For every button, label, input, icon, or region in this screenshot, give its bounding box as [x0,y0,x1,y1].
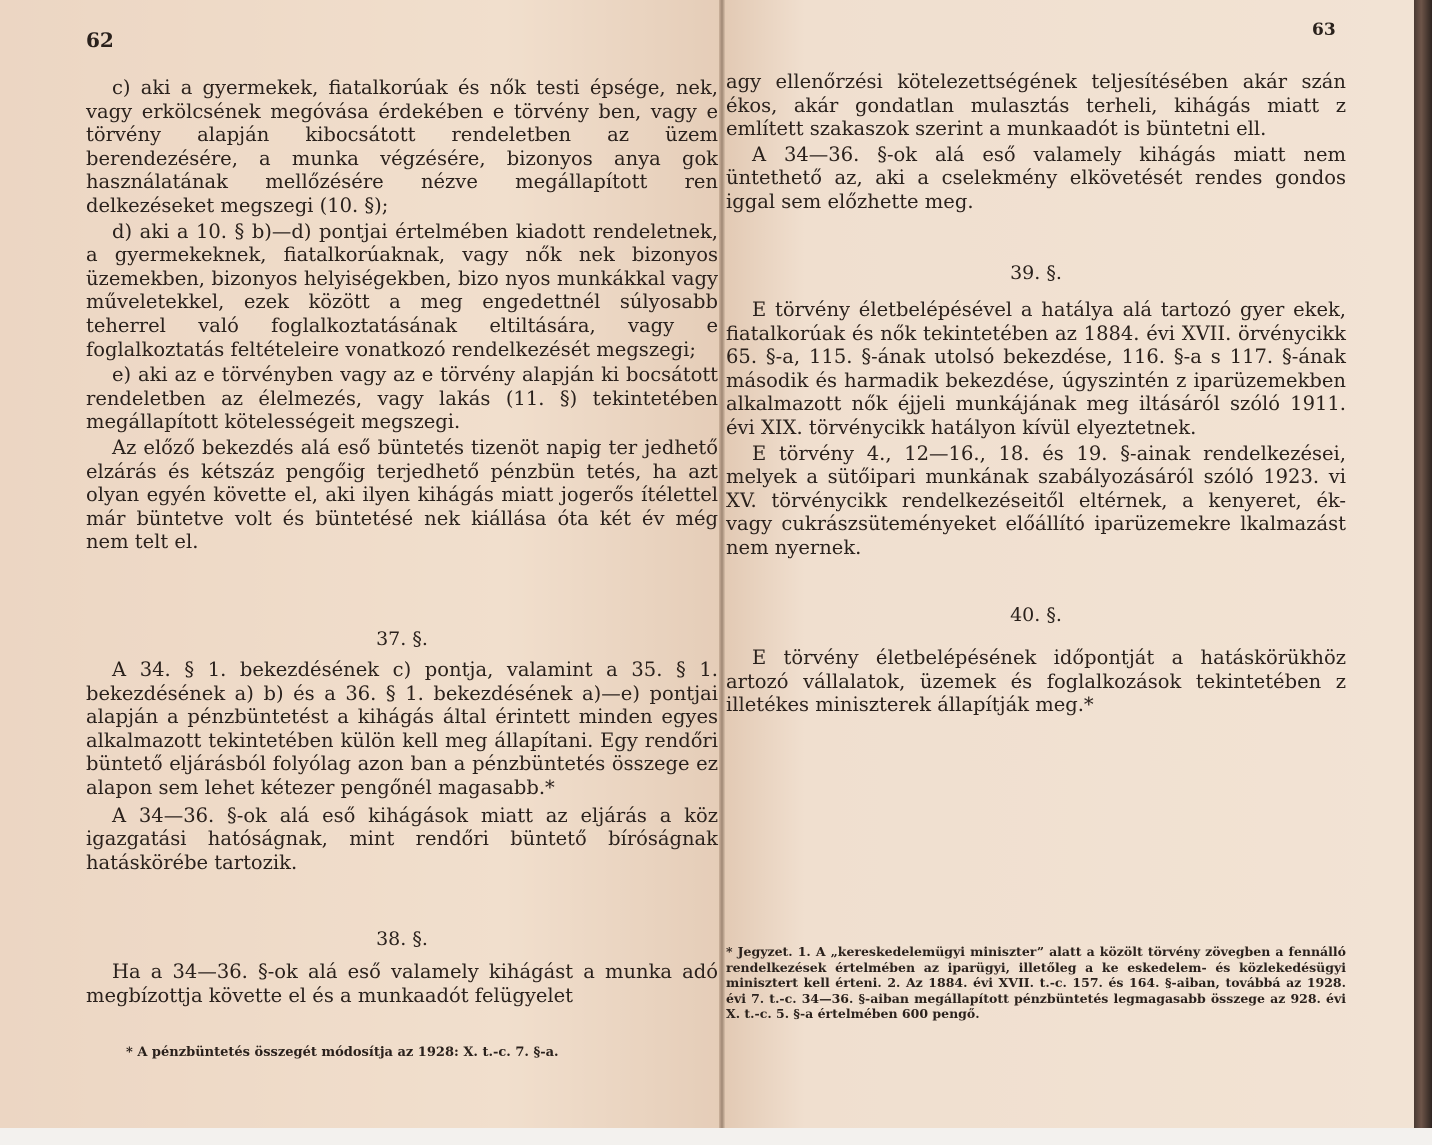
text-column [726,298,1346,560]
paragraph-text: c) aki a gyermekek, fiatalkorúak és nők testi épsége, nek, vagy erkölcsének megóvása érdekében e törvény ben, vagy e törvény alapján kibocsátott rendeletben az üzem berendezésére, a munka végzésére, bizonyos anya gok használatának mellőzésére nézve megállapított ren delkezéseket megszegi (10. §); [86,76,718,217]
book-gutter [719,0,725,1145]
paragraph [726,646,1346,717]
paragraph-text: agy ellenőrzési kötelezettségének teljesítésében akár szán ékos, akár gondatlan mulasztás terheli, kihágás miatt z említett szakaszok szerint a munkaadót is büntetni ell. [726,70,1346,141]
paragraph-text: e) aki az e törvényben vagy az e törvény alapján ki bocsátott rendeletben az élelmezés, vagy lakás (11. §) tekintetében megállapított kötelességeit megszegi. [86,363,718,434]
paragraph [86,804,718,875]
paragraph-text: Az előző bekezdés alá eső büntetés tizenöt napig ter jedhető elzárás és kétszáz pengőig terjedhető pénzbün tetés, ha azt olyan egyén követte el, aki ilyen kihágás miatt jogerős ítélettel már büntetve volt és büntetésé nek kiállása óta két év még nem telt el. [86,435,718,554]
paragraph [726,70,1346,141]
paragraph [86,76,718,218]
page-number: 62 [86,28,114,52]
right-page [722,0,1414,1145]
paragraph [86,436,718,554]
paragraph-text: Ha a 34—36. §-ok alá eső valamely kihágást a munka adó megbízottja követte el és a munkaadót felügyelet [86,960,718,1007]
paragraph-text: A 34—36. §-ok alá eső kihágások miatt az eljárás a köz igazgatási hatóságnak, mint rendőri büntető bíróságnak hatáskörébe tartozik. [86,803,718,874]
section-heading: 37. §. [376,628,428,650]
paragraph [86,960,718,1007]
paragraph-text: A 34. § 1. bekezdésének c) pontja, valamint a 35. § 1. bekezdésének a) b) és a 36. § 1. bekezdésének a)—e) pontjai alapján a pénzbüntetést a kihágás által érintett minden egyes alkalmazott tekintetében külön kell meg állapítani. Egy rendőri büntető eljárásból folyólag azon ban a pénzbüntetés összege ez alapon sem lehet kétezer pengőnél magasabb.* [86,658,718,799]
section-heading: 38. §. [376,928,428,950]
footnote: * A pénzbüntetés összegét módosítja az 1928: X. t.-c. 7. §-a. [126,1045,559,1060]
text-column [86,658,718,874]
paragraph [726,298,1346,440]
footnote: * Jegyzet. 1. A „kereskedelemügyi miniszter” alatt a közölt törvény zövegben a fennálló rendelkezések értelmében az iparügyi, illetőleg a ke eskedelem- és közlekedésügyi minisztert kell érteni. 2. Az 1884. évi XVII. t.-c. 157. és 164. §-aiban, továbbá az 1928. évi 7. t.-c. 34—36. §-aiban megállapított pénzbüntetés legmagasabb összege az 928. évi X. t.-c. 5. §-a értelmében 600 pengő. [726,944,1346,1022]
section-heading: 40. §. [1010,604,1062,626]
text-column [726,646,1346,717]
book-edge [1414,0,1432,1145]
text-column [726,70,1346,214]
paragraph-text: E törvény életbelépésének időpontját a hatáskörükhöz artozó vállalatok, üzemek és foglalkozások tekintetében z illetékes miniszterek állapítják meg.* [726,646,1346,717]
text-column [86,960,718,1007]
section-heading: 39. §. [1010,262,1062,284]
text-column [86,76,718,554]
scan-margin [0,1128,1432,1145]
paragraph [86,363,718,434]
paragraph-text: E törvény életbelépésével a hatálya alá tartozó gyer ekek, fiatalkorúak és nők tekintetében az 1884. évi XVII. örvénycikk 65. §-a, 115. §-ának utolsó bekezdése, 116. §-a s 117. §-ának második és harmadik bekezdése, úgyszintén z iparüzemekben alkalmazott nők éjjeli munkájának meg iltásáról szóló 1911. évi XIX. törvénycikk hatályon kívül elyeztetnek. [726,298,1346,439]
paragraph [86,658,718,800]
paragraph-text: E törvény 4., 12—16., 18. és 19. §-ainak rendelkezései, melyek a sütőipari munkának szabályozásáról szóló 1923. vi XV. törvénycikk rendelkezéseitől eltérnek, a kenyeret, ék- vagy cukrászsüteményeket előállító iparüzemekre lkalmazást nem nyernek. [726,441,1346,559]
paragraph-text: A 34—36. §-ok alá eső valamely kihágás miatt nem üntethető az, aki a cselekmény elkövetését rendes gondos iggal sem előzhette meg. [726,142,1346,213]
paragraph [726,143,1346,214]
paragraph [86,220,718,362]
page-number: 63 [1312,20,1336,40]
paragraph-text: d) aki a 10. § b)—d) pontjai értelmében kiadott rendeletnek, a gyermekeknek, fiatalkorúaknak, vagy nők nek bizonyos üzemekben, bizonyos helyiségekben, bizo nyos munkákkal vagy műveletekkel, ezek között a meg engedettnél súlyosabb teherrel való foglalkoztatásának eltiltására, vagy e foglalkoztatás feltételeire vonatkozó rendelkezését megszegi; [86,219,718,361]
paragraph [726,442,1346,560]
